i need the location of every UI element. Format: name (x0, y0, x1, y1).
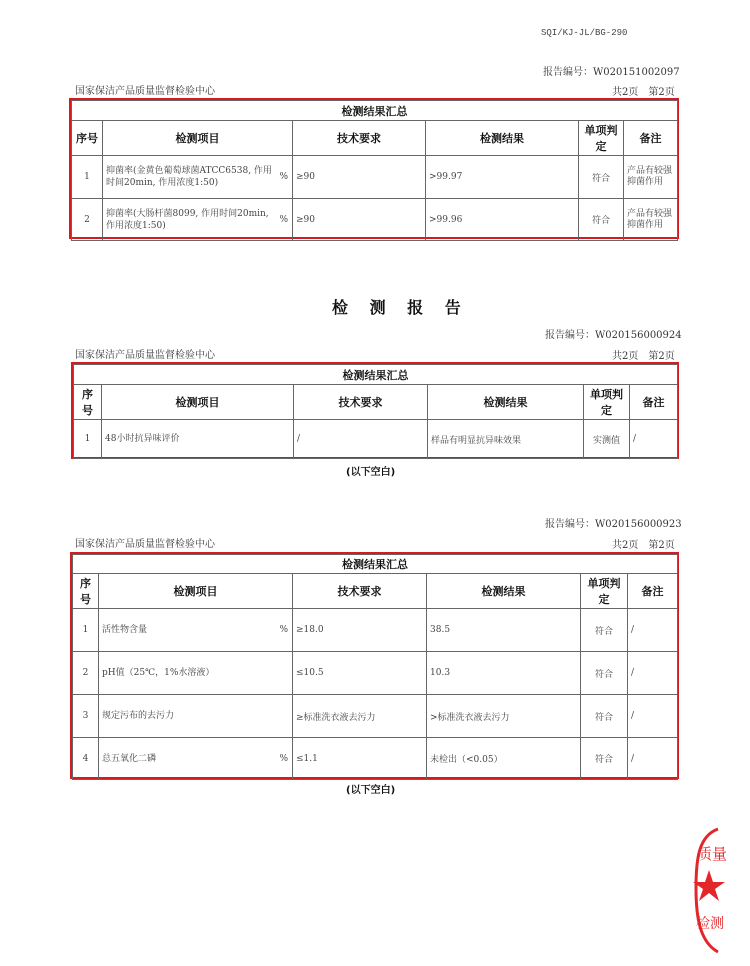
col-header-verdict: 单项判定 (581, 574, 628, 609)
table-row (73, 652, 678, 695)
row-no: 1 (72, 156, 103, 199)
col-header-requirement: 技术要求 (293, 574, 427, 609)
table-row (74, 420, 678, 459)
seal-text-top: 质量 (697, 845, 728, 863)
col-header-result: 检测结果 (428, 385, 584, 420)
col-header-result: 检测结果 (426, 121, 579, 156)
row-unit: % (279, 625, 288, 635)
col-header-no: 序号 (74, 385, 102, 420)
row-result: >99.96 (426, 199, 579, 241)
page-count: 共2页 第2页 (612, 87, 675, 98)
row-result: >标准洗衣液去污力 (427, 695, 581, 738)
row-item: 规定污布的去污力 (99, 695, 293, 738)
table-row (72, 156, 678, 199)
testing-center-name: 国家保洁产品质量监督检验中心 (75, 350, 215, 361)
row-remark: / (628, 652, 678, 695)
table-row (73, 738, 678, 780)
row-requirement: ≥90 (293, 156, 426, 199)
col-header-item: 检测项目 (102, 385, 294, 420)
col-header-remark: 备注 (630, 385, 678, 420)
row-requirement: ≥标准洗衣液去污力 (293, 695, 427, 738)
col-header-remark: 备注 (624, 121, 678, 156)
report-title: 检 测 报 告 (332, 298, 469, 317)
row-verdict: 符合 (581, 609, 628, 652)
row-remark: / (630, 420, 678, 459)
row-item: 48小时抗异味评价 (102, 420, 294, 459)
row-remark: / (628, 609, 678, 652)
star-icon (693, 870, 725, 901)
row-verdict: 符合 (579, 199, 624, 241)
seal-text-bottom: 检测 (696, 916, 724, 932)
row-remark: 产品有较强抑菌作用 (624, 156, 678, 199)
row-requirement: / (294, 420, 428, 459)
row-result: 未检出（<0.05） (427, 738, 581, 780)
testing-center-name: 国家保洁产品质量监督检验中心 (75, 86, 215, 97)
document-code: SQI/KJ-JL/BG-290 (541, 28, 628, 38)
report-number: 报告编号：W020156000924 (545, 330, 682, 341)
col-header-verdict: 单项判定 (584, 385, 630, 420)
row-verdict: 符合 (581, 695, 628, 738)
row-no: 1 (74, 420, 102, 459)
table-row (73, 609, 678, 652)
row-item-text: 活性物含量 (102, 625, 148, 635)
report-number: 报告编号：W020156000923 (545, 519, 682, 530)
col-header-no: 序号 (72, 121, 103, 156)
col-header-verdict: 单项判定 (579, 121, 624, 156)
row-item (103, 199, 293, 241)
row-item-text: 抑菌率(大肠杆菌8099, 作用时间20min, 作用浓度1:50) (106, 208, 269, 231)
results-summary-table-1 (69, 98, 679, 239)
row-result: 样品有明显抗异味效果 (428, 420, 584, 459)
col-header-result: 检测结果 (427, 574, 581, 609)
row-no: 3 (73, 695, 99, 738)
row-item (99, 738, 293, 780)
row-verdict: 符合 (581, 652, 628, 695)
row-item (99, 609, 293, 652)
col-header-item: 检测项目 (99, 574, 293, 609)
table-caption: 检测结果汇总 (72, 101, 678, 121)
row-requirement: ≥18.0 (293, 609, 427, 652)
row-unit: % (279, 172, 288, 182)
col-header-remark: 备注 (628, 574, 678, 609)
row-requirement: ≥90 (293, 199, 426, 241)
results-summary-table-2 (71, 362, 679, 459)
row-remark: / (628, 738, 678, 780)
row-remark: 产品有较强抑菌作用 (624, 199, 678, 241)
row-result: 38.5 (427, 609, 581, 652)
blank-below-note: (以下空白) (346, 467, 396, 478)
row-result: 10.3 (427, 652, 581, 695)
page-count: 共2页 第2页 (612, 540, 675, 551)
official-seal-stamp (692, 826, 732, 956)
col-header-requirement: 技术要求 (293, 121, 426, 156)
row-result: >99.97 (426, 156, 579, 199)
blank-below-note: (以下空白) (346, 785, 396, 796)
row-verdict: 符合 (579, 156, 624, 199)
table-caption: 检测结果汇总 (73, 555, 678, 574)
row-no: 2 (72, 199, 103, 241)
row-verdict: 符合 (581, 738, 628, 780)
col-header-item: 检测项目 (103, 121, 293, 156)
table-row (73, 695, 678, 738)
row-no: 2 (73, 652, 99, 695)
row-requirement: ≤1.1 (293, 738, 427, 780)
row-item-text: 抑菌率(金黄色葡萄球菌ATCC6538, 作用时间20min, 作用浓度1:50) (106, 166, 272, 188)
testing-center-name: 国家保洁产品质量监督检验中心 (75, 539, 215, 550)
row-verdict: 实测值 (584, 420, 630, 459)
seal-graphic (692, 826, 732, 956)
col-header-no: 序号 (73, 574, 99, 609)
row-requirement: ≤10.5 (293, 652, 427, 695)
row-item (103, 156, 293, 199)
page-count: 共2页 第2页 (612, 351, 675, 362)
row-no: 4 (73, 738, 99, 780)
row-item-text: 总五氧化二磷 (102, 753, 157, 764)
row-unit: % (279, 214, 288, 225)
results-summary-table-3 (70, 552, 679, 779)
report-number: 报告编号：W020151002097 (543, 67, 680, 78)
row-item: pH值（25℃，1%水溶液） (99, 652, 293, 695)
row-no: 1 (73, 609, 99, 652)
table-row (72, 199, 678, 241)
row-unit: % (279, 753, 288, 764)
col-header-requirement: 技术要求 (294, 385, 428, 420)
row-remark: / (628, 695, 678, 738)
table-caption: 检测结果汇总 (74, 365, 678, 385)
